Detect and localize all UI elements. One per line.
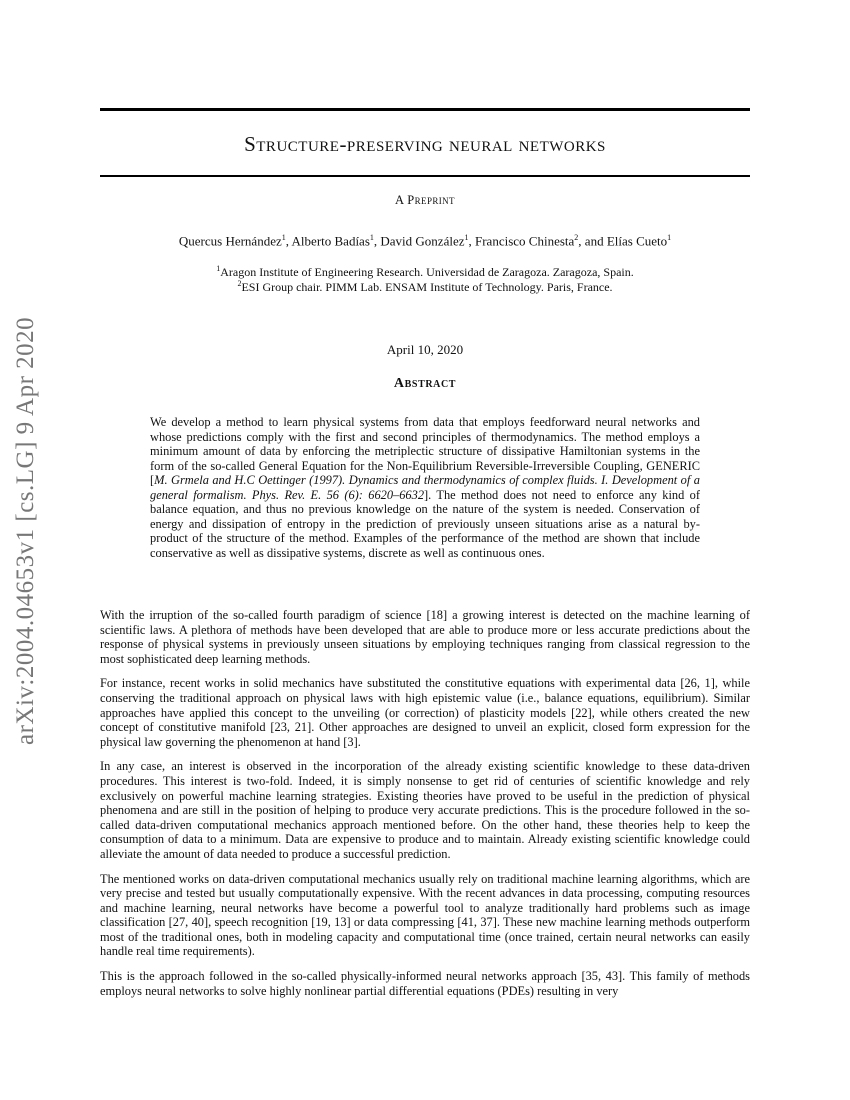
affiliation-mark: 1 [216, 264, 221, 273]
body-paragraph: The mentioned works on data-driven computational mechanics usually rely on traditional machine learning algorithms, which are very precise and tested but usually computationally expensive. With the recent advances in data processing, computing resources and machine learning, neural networks have become a powerful tool to analyze traditionally hard problems such as image classification [27, 40], speech recognition [19, 13] or data compressing [41, 37]. These new machine learning methods outperform most of the traditional ones, both in modeling capacity and computational time (once trained, certain neural networks can easily handle real time requirements). [100, 871, 750, 959]
abstract-part-1: We develop a method to learn physical systems from data that employs feedforward neural networks and whose predictions comply with the first and second principles of thermodynamics. The method employs a minimum amount of data by enforcing the metriplectic structure of dissipative Hamiltonian systems in the form of the so-called General Equation for the Non-Equilibrium Reversible-Irreversible Coupling, GENERIC [ [150, 415, 700, 488]
author-name: David González [380, 233, 465, 249]
abstract-part-2: ]. The method does not need to enforce any kind of balance equation, and thus no previous knowledge on the nature of the system is needed. Conservation of energy and dissipation of entropy in the prediction of previously unseen situations arise as a natural by-product of the structure of the method. Examples of the performance of the method are shown that include conservative as well as dissipative systems, discrete as well as continuous ones. [150, 487, 700, 560]
author-name: Francisco Chinesta [475, 233, 575, 249]
author-affiliation-mark: 2 [574, 233, 579, 242]
abstract-text [150, 415, 700, 560]
abstract-citation: M. Grmela and H.C Oettinger (1997). Dynamics and thermodynamics of complex fluids. I. Development of a general formalism. Phys. Rev. E. 56 (6): 6620–6632 [150, 473, 700, 502]
title-top-rule [100, 108, 750, 111]
affiliation [100, 279, 750, 295]
affiliation-text: ESI Group chair. PIMM Lab. ENSAM Institute of Technology. Paris, France. [241, 280, 613, 294]
author-affiliation-mark: 1 [464, 233, 469, 242]
body-paragraph: With the irruption of the so-called fourth paradigm of science [18] a growing interest is detected on the machine learning of scientific laws. A plethora of methods have been developed that are able to produce more or less accurate predictions about the response of physical systems in previously unseen situations by employing techniques ranging from classical regression to the most sophisticated deep learning methods. [100, 608, 750, 666]
affiliation [100, 264, 750, 280]
author-separator: , and [578, 233, 607, 249]
body-text [100, 608, 750, 1008]
body-paragraph: This is the approach followed in the so-called physically-informed neural networks approach [35, 43]. This family of methods employs neural networks to solve highly nonlinear partial differential equations (PDEs) resulting in very [100, 969, 750, 998]
author-affiliation-mark: 1 [667, 233, 672, 242]
author-separator: , [373, 233, 381, 249]
author-separator: , [468, 233, 475, 249]
paper-title: Structure-preserving neural networks [244, 132, 606, 156]
arxiv-sidebar-stamp: arXiv:2004.04653v1 [cs.LG] 9 Apr 2020 [12, 316, 39, 745]
preprint-label: A Preprint [395, 193, 455, 207]
paper-date: April 10, 2020 [386, 342, 464, 357]
author-affiliation-mark: 1 [369, 233, 374, 242]
author-list [100, 233, 750, 249]
author-separator: , [285, 233, 292, 249]
author-name: Alberto Badías [291, 233, 370, 249]
affiliation-mark: 2 [237, 279, 242, 288]
author-affiliation-mark: 1 [281, 233, 286, 242]
body-paragraph: For instance, recent works in solid mechanics have substituted the constitutive equations with experimental data [26, 1], while conserving the traditional approach on physical laws with high epistemic value (i.e., balance equations, equilibrium). Similar approaches have applied this concept to the unveiling (or correction) of plasticity models [22], while others created the new concept of constitutive manifold [23, 21]. Other approaches are designed to unveil an explicit, closed form expression for the physical law governing the phenomenon at hand [3]. [100, 676, 750, 749]
author-name: Elías Cueto [606, 233, 668, 249]
affiliation-text: Aragon Institute of Engineering Research. Universidad de Zaragoza. Zaragoza, Spain. [220, 265, 634, 279]
author-name: Quercus Hernández [178, 233, 282, 249]
title-bottom-rule [100, 175, 750, 177]
abstract-heading: Abstract [393, 376, 457, 391]
body-paragraph: In any case, an interest is observed in the incorporation of the already existing scientific knowledge to these data-driven procedures. This interest is two-fold. Indeed, it is simply nonsense to get rid of centuries of scientific knowledge and rely exclusively on powerful machine learning strategies. Existing theories have proved to be useful in the prediction of physical phenomena and are still in the position of helping to produce very accurate predictions. This is the procedure followed in the so-called data-driven computational mechanics approach mentioned before. On the other hand, these theories help to keep the consumption of data to a minimum. Data are expensive to produce and to maintain. Already existing scientific knowledge could alleviate the amount of data needed to produce a successful prediction. [100, 759, 750, 861]
